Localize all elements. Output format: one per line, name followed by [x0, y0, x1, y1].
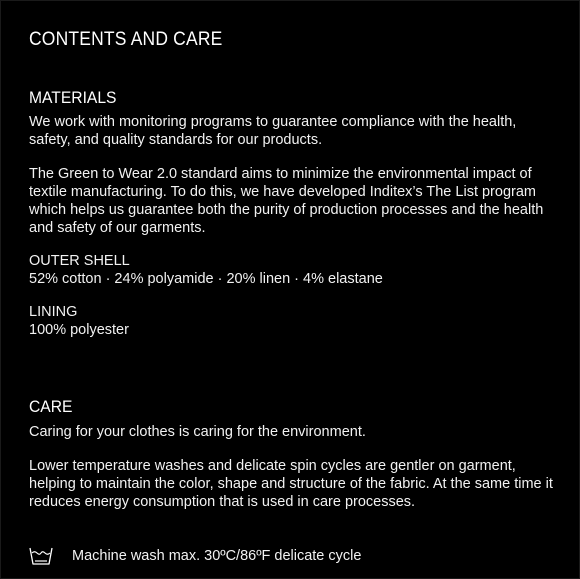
materials-paragraph-green-to-wear: The Green to Wear 2.0 standard aims to minimize the environmental impact of textile manufacturing. To do this, we have developed Inditex’s The List program which helps us guarantee both the purity of production processes and the health and safety of our garments. [29, 166, 544, 236]
care-instruction-item [29, 544, 361, 568]
lining-composition: 100% polyester [29, 322, 129, 338]
care-paragraph-washing: Lower temperature washes and delicate spin cycles are gentler on garment, helping to maintain the color, shape and structure of the fabric. At the same time it reduces energy consumption that is used in care processes. [29, 458, 553, 510]
materials-heading: MATERIALS [29, 88, 117, 107]
materials-paragraph-compliance: We work with monitoring programs to guarantee compliance with the health, safety, and quality standards for our products. [29, 114, 517, 148]
lining-label: LINING [29, 304, 78, 320]
machine-wash-icon [29, 546, 53, 566]
care-heading: CARE [29, 397, 73, 416]
outer-shell-label: OUTER SHELL [29, 253, 130, 269]
outer-shell-composition: 52% cotton · 24% polyamide · 20% linen · 4% elastane [29, 271, 383, 287]
care-instruction-text: Machine wash max. 30ºC/86ºF delicate cycle [72, 548, 362, 564]
page-title: CONTENTS AND CARE [29, 29, 223, 50]
care-paragraph-environment: Caring for your clothes is caring for the environment. [29, 424, 366, 440]
